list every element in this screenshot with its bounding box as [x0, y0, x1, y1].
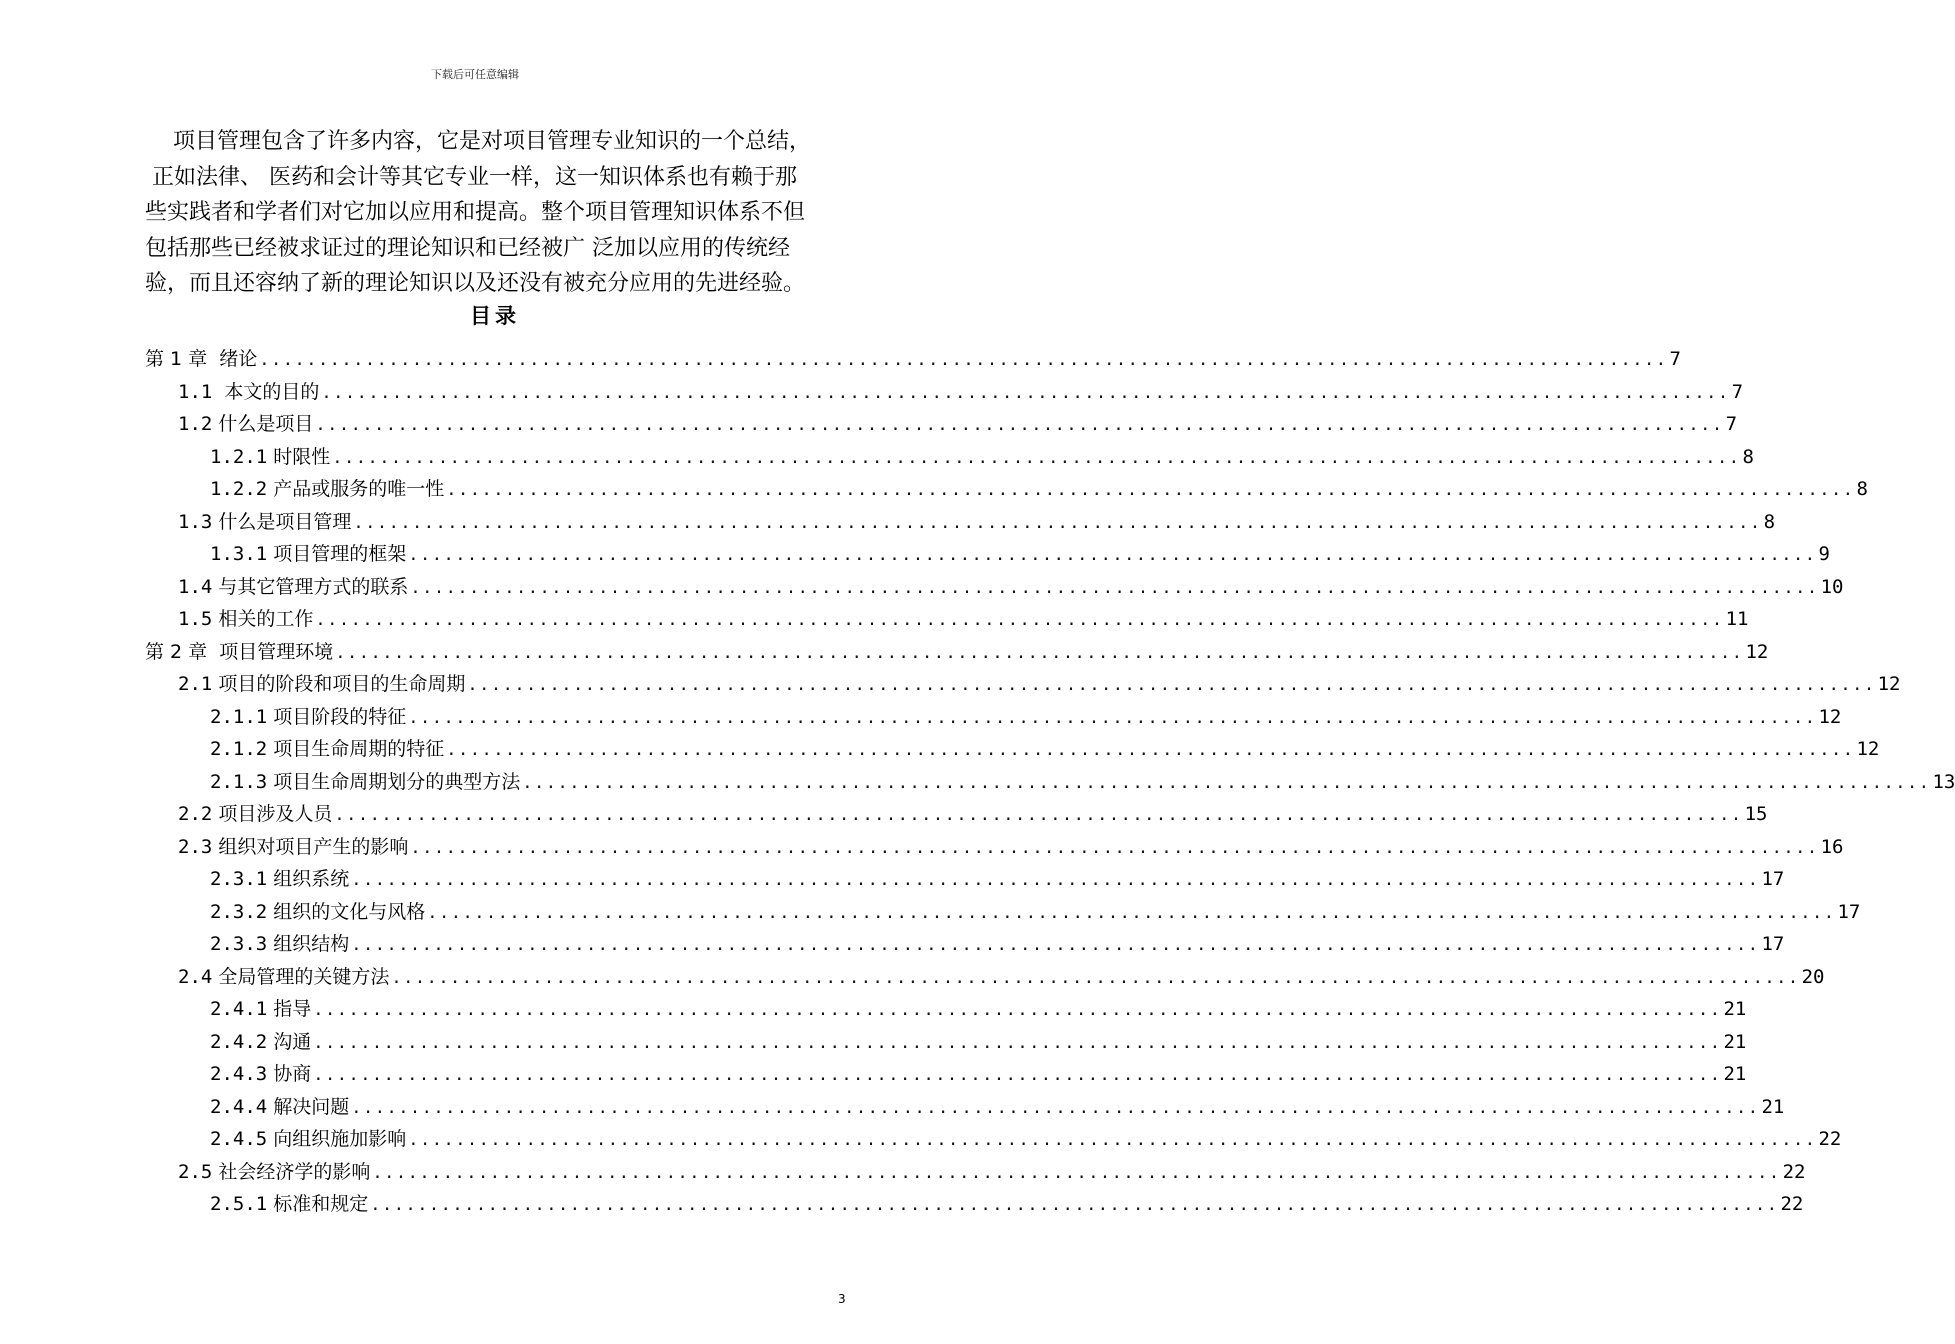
toc-entry-page: 15 [1744, 803, 1768, 825]
toc-entry-page: 21 [1723, 1063, 1747, 1085]
toc-entry[interactable] [145, 832, 1844, 865]
toc-leader-dots: ........................................................................................................................ [321, 382, 1730, 403]
toc-entry-text: 项目生命周期划分的典型方法 [267, 770, 521, 793]
toc-entry[interactable] [145, 572, 1844, 605]
toc-leader-dots: ........................................................................................................................ [259, 350, 1668, 370]
toc-leader-dots: ........................................................................................................................ [334, 805, 1743, 825]
toc-entry-page: 17 [1761, 933, 1785, 955]
toc-entry[interactable] [145, 929, 1785, 962]
toc-entry-page: 7 [1725, 413, 1738, 435]
page-number: 3 [838, 1292, 846, 1306]
toc-entry-label [178, 832, 408, 859]
toc-entry-label [178, 377, 319, 404]
toc-entry-page: 22 [1780, 1193, 1804, 1215]
toc-entry[interactable] [145, 962, 1825, 995]
intro-line: 正如法律、 医药和会计等其它专业一样，这一知识体系也有赖于那 [145, 164, 797, 190]
toc-entry-text: 时限性 [267, 445, 331, 468]
toc-entry-number: 2.1.2 [210, 738, 268, 760]
toc-leader-dots: ........................................................................................................................ [410, 837, 1819, 858]
toc-entry-number: 2.4 [178, 965, 213, 988]
toc-leader-dots: ........................................................................................................................ [353, 512, 1762, 533]
toc-entry-label [210, 1059, 311, 1086]
toc-entry-label [210, 474, 444, 501]
toc-entry-label [210, 734, 444, 761]
toc-entry-label [178, 962, 389, 989]
toc-leader-dots: ........................................................................................................................ [313, 1000, 1722, 1020]
toc-entry-page: 8 [1856, 478, 1868, 500]
toc-title: 目录 [470, 304, 520, 328]
toc-entry[interactable] [145, 604, 1749, 637]
toc-entry-text: 组织系统 [267, 868, 350, 890]
toc-entry-text: 社会经济学的影响 [212, 1160, 371, 1183]
toc-entry-number: 2.1.1 [210, 705, 268, 728]
toc-entry-page: 21 [1761, 1095, 1785, 1118]
toc-entry-label [210, 929, 349, 956]
toc-entry-number: 1.5 [178, 608, 213, 630]
toc-leader-dots: ........................................................................................................................ [372, 1162, 1781, 1183]
page-header: 下载后可任意编辑 [431, 68, 519, 81]
toc-entry-text: 沟通 [267, 1030, 312, 1053]
toc-entry[interactable] [145, 1157, 1806, 1190]
toc-entry-page: 22 [1782, 1160, 1806, 1183]
toc-entry-page: 8 [1763, 510, 1776, 533]
toc-leader-dots: ........................................................................................................................ [427, 902, 1836, 923]
toc-entry-label [210, 1027, 311, 1054]
toc-leader-dots: ........................................................................................................................ [351, 935, 1760, 955]
toc-entry-label [178, 669, 465, 696]
toc-entry[interactable] [145, 702, 1842, 735]
toc-entry-number: 2.2 [178, 803, 213, 825]
toc-leader-dots: ........................................................................................................................ [313, 1032, 1722, 1053]
toc-entry-page: 16 [1820, 835, 1844, 858]
toc-entry-text: 项目生命周期的特征 [267, 738, 445, 760]
toc-entry-label [178, 799, 332, 826]
toc-entry-text: 全局管理的关键方法 [212, 965, 390, 988]
toc-entry-text: 标准和规定 [267, 1193, 369, 1215]
toc-leader-dots: ........................................................................................................................ [522, 772, 1931, 793]
toc-entry-page: 21 [1723, 1030, 1747, 1053]
toc-entry-number: 2.4.2 [210, 1030, 268, 1053]
toc-entry[interactable] [145, 377, 1744, 410]
toc-entry-text: 组织对项目产生的影响 [212, 835, 409, 858]
toc-entry-number: 1.3 [178, 510, 213, 533]
toc-entry-text: 产品或服务的唯一性 [267, 478, 445, 500]
toc-entry-number: 2.1.3 [210, 770, 268, 793]
toc-entry-number: 2.5 [178, 1160, 213, 1183]
toc-entry-page: 7 [1669, 348, 1681, 370]
toc-entry[interactable] [145, 344, 1681, 377]
toc-leader-dots: ........................................................................................................................ [332, 447, 1741, 468]
toc-entry[interactable] [145, 474, 1868, 507]
toc-entry-page: 8 [1742, 445, 1754, 468]
toc-entry[interactable] [145, 539, 1830, 572]
toc-entry-text: 相关的工作 [212, 608, 314, 630]
toc-entry-text: 向组织施加影响 [267, 1128, 407, 1150]
intro-line: 包括那些已经被求证过的理论知识和已经被广 泛加以应用的传统经 [145, 235, 790, 261]
toc-entry-text: 项目阶段的特征 [267, 705, 407, 728]
toc-entry-label [210, 864, 349, 891]
toc-entry[interactable] [145, 799, 1768, 832]
toc-entry[interactable] [145, 409, 1738, 442]
toc-entry[interactable] [145, 1124, 1842, 1157]
toc-leader-dots: ........................................................................................................................ [335, 642, 1744, 663]
toc-entry[interactable] [145, 669, 1901, 702]
toc-entry-number: 2.3.1 [210, 868, 268, 890]
toc-entry-page: 17 [1837, 900, 1861, 923]
intro-paragraph [145, 124, 845, 302]
toc-entry-text: 项目涉及人员 [212, 803, 333, 825]
toc-entry-page: 22 [1818, 1128, 1842, 1150]
toc-entry-number: 2.3 [178, 835, 213, 858]
toc-entry[interactable] [145, 767, 1955, 800]
toc-entry[interactable] [145, 734, 1880, 767]
toc-entry-text: 什么是项目 [212, 413, 314, 435]
toc-entry-label [210, 442, 330, 469]
toc-entry[interactable] [145, 897, 1861, 930]
toc-entry-number: 第 2 章 [145, 640, 208, 663]
toc-entry-page: 9 [1818, 543, 1830, 565]
toc-entry-number: 2.4.1 [210, 998, 268, 1020]
toc-entry[interactable] [145, 1189, 1804, 1222]
toc-leader-dots: ........................................................................................................................ [408, 545, 1817, 565]
toc-entry[interactable] [145, 637, 1769, 670]
toc-entry-text: 解决问题 [267, 1095, 350, 1118]
toc-leader-dots: ........................................................................................................................ [315, 610, 1724, 630]
toc-entry[interactable] [145, 864, 1785, 897]
toc-entry-number: 1.4 [178, 575, 213, 598]
toc-leader-dots: ........................................................................................................................ [446, 480, 1855, 500]
toc-entry-label [210, 1124, 406, 1151]
toc-entry-page: 12 [1877, 673, 1901, 695]
toc-entry-text: 指导 [267, 998, 312, 1020]
toc-entry-label [178, 409, 313, 436]
toc-entry-text: 与其它管理方式的联系 [212, 575, 409, 598]
toc-entry-label [210, 539, 406, 566]
toc-entry-label [145, 344, 257, 371]
toc-entry-number: 1.2 [178, 413, 213, 435]
toc-leader-dots: ........................................................................................................................ [410, 577, 1819, 598]
toc-entry[interactable] [145, 1059, 1747, 1092]
toc-entry-label [178, 604, 313, 631]
toc-entry-number: 2.4.4 [210, 1095, 268, 1118]
intro-line: 些实践者和学者们对它加以应用和提高。整个项目管理知识体系不但 [145, 200, 806, 225]
toc-entry-text: 项目的阶段和项目的生命周期 [212, 673, 466, 695]
toc-entry-label [145, 637, 333, 664]
toc-entry[interactable] [145, 1027, 1747, 1060]
toc-leader-dots: ........................................................................................................................ [370, 1195, 1779, 1215]
toc-entry-text: 绪论 [207, 348, 258, 370]
toc-entry-text: 组织结构 [267, 933, 350, 955]
toc-entry-number: 2.3.3 [210, 933, 268, 955]
toc-leader-dots: ........................................................................................................................ [446, 740, 1855, 760]
toc-entry-text: 组织的文化与风格 [267, 900, 426, 923]
toc-entry-text: 项目管理的框架 [267, 543, 407, 565]
toc-entry-number: 1.3.1 [210, 543, 268, 565]
toc-entry-text: 本文的目的 [212, 380, 320, 403]
toc-entry-number: 2.4.5 [210, 1128, 268, 1150]
toc-entry-number: 2.1 [178, 673, 213, 695]
toc-leader-dots: ........................................................................................................................ [351, 1097, 1760, 1118]
toc-entry-page: 13 [1932, 770, 1955, 793]
toc-entry-label [178, 507, 351, 534]
toc-entry-page: 12 [1856, 738, 1880, 760]
toc-entry[interactable] [145, 1092, 1785, 1125]
toc-entry-number: 1.1 [178, 380, 213, 403]
intro-line: 项目管理包含了许多内容，它是对项目管理专业知识的一个总结， [145, 129, 811, 154]
toc-entry-page: 11 [1725, 608, 1749, 630]
toc-entry-text: 什么是项目管理 [212, 510, 352, 533]
toc-entry-number: 第 1 章 [145, 348, 208, 370]
toc-entry[interactable] [145, 507, 1776, 540]
toc-entry-number: 1.2.2 [210, 478, 268, 500]
toc-entry-page: 10 [1820, 575, 1844, 598]
toc-entry-number: 1.2.1 [210, 445, 268, 468]
table-of-contents [145, 344, 1955, 1222]
toc-entry-page: 12 [1818, 705, 1842, 728]
toc-leader-dots: ........................................................................................................................ [351, 870, 1760, 890]
toc-entry-label [210, 767, 520, 794]
intro-line: 验，而且还容纳了新的理论知识以及还没有被充分应用的先进经验。 [145, 271, 806, 296]
toc-entry-text: 项目管理环境 [207, 640, 334, 663]
toc-leader-dots: ........................................................................................................................ [313, 1065, 1722, 1085]
toc-entry-label [178, 572, 408, 599]
toc-entry-label [210, 1189, 368, 1216]
toc-leader-dots: ........................................................................................................................ [408, 707, 1817, 728]
toc-entry-number: 2.3.2 [210, 900, 268, 923]
toc-entry[interactable] [145, 994, 1747, 1027]
toc-entry[interactable] [145, 442, 1754, 475]
toc-entry-number: 2.5.1 [210, 1193, 268, 1215]
toc-entry-page: 7 [1731, 380, 1744, 403]
toc-leader-dots: ........................................................................................................................ [408, 1130, 1817, 1150]
toc-entry-text: 协商 [267, 1063, 312, 1085]
toc-entry-page: 12 [1745, 640, 1769, 663]
toc-leader-dots: ........................................................................................................................ [391, 967, 1800, 988]
toc-leader-dots: ........................................................................................................................ [467, 675, 1876, 695]
toc-entry-page: 20 [1801, 965, 1825, 988]
toc-entry-number: 2.4.3 [210, 1063, 268, 1085]
toc-entry-label [210, 1092, 349, 1119]
toc-entry-label [210, 897, 425, 924]
toc-entry-page: 21 [1723, 998, 1747, 1020]
toc-entry-label [210, 702, 406, 729]
toc-entry-label [178, 1157, 370, 1184]
toc-entry-label [210, 994, 311, 1021]
toc-entry-page: 17 [1761, 868, 1785, 890]
toc-leader-dots: ........................................................................................................................ [315, 415, 1724, 435]
